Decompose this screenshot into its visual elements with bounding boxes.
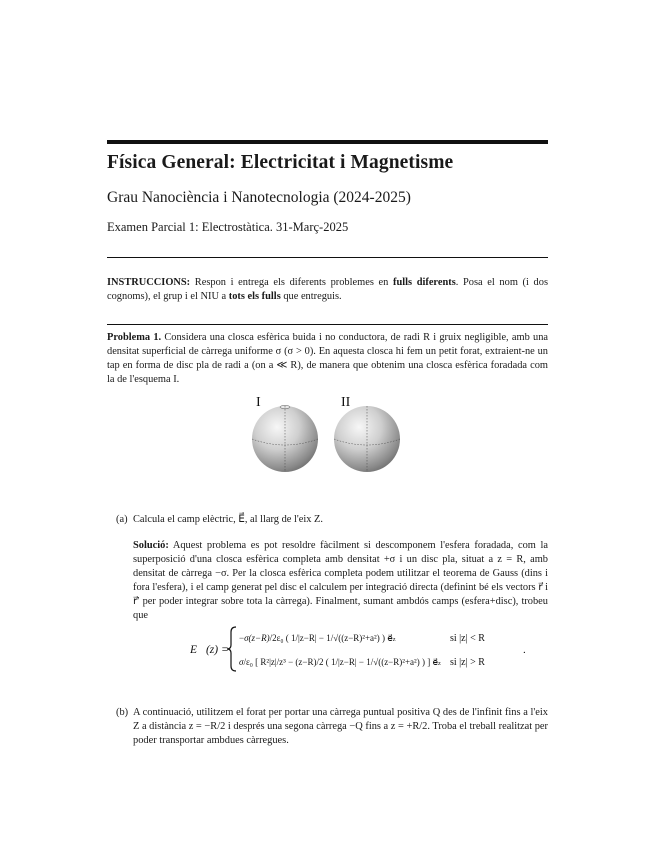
instructions-bold-1: fulls diferents [392,277,456,288]
part-b-question [116,706,548,748]
field-equation [190,624,530,674]
part-b-text: A continuació, utilitzem el forat per portar una càrrega puntual positiva Q des de l'infinit fins a l'eix Z a distància z = −R/2 i després una segona càrrega −Q fins a z = +R/2. Troba el treball realitzat per poder transportar ambdues càrregues. [133,707,548,746]
equation-case-1-cond: si |z| < R [450,633,485,644]
problem-rule [107,324,548,325]
part-a-question [116,513,323,525]
course-subtitle: Grau Nanociència i Nanotecnologia (2024-2025) [107,189,411,206]
instructions-text-1: Respon i entrega els diferents problemes en [190,277,393,288]
problem-label: Problema 1. [107,332,162,343]
part-a-text: Calcula el camp elèctric, E⃗, al llarg de l'eix Z. [133,514,323,525]
instructions-block [107,276,548,304]
equation-case-1: −σ(z−R)/2ε₀ ( 1/|z−R| − 1/√((z−R)²+a²) ) e⃗z [239,633,396,643]
equation-lhs: E⃗(z) = [190,644,229,656]
part-a-label: (a) [116,514,128,525]
equation-case-2-cond: si |z| > R [450,657,485,668]
page-title: Física General: Electricitat i Magnetisme [107,152,454,173]
exam-line: Examen Parcial 1: Electrostàtica. 31-Març-2025 [107,220,349,234]
instructions-text-3: que entreguis. [280,291,342,302]
part-a-solution [133,539,548,623]
figure-label-i: I [256,395,261,410]
header-rule [107,257,548,258]
equation-period: . [523,644,526,656]
instructions-label: INSTRUCCIONS: [107,277,191,288]
problem-text: Considera una closca esfèrica buida i no conductora, de radi R i gruix negligible, amb una densitat superficial de càrrega uniforme σ (σ > 0). En aquesta closca hi fem un petit forat, extraient-ne un tap en forma de disc pla de radi a (on a ≪ R), de manera que obtenim una closca esfèrica foradada com la de l'esquema I. [107,332,548,385]
solution-text: Aquest problema es pot resoldre fàcilment si descomponem l'esfera foradada, com la superposició d'una closca esfèrica completa amb densitat +σ i un disc pla, situat a z = R, amb densitat de càrrega −σ. Per la closca esfèrica completa podem utilitzar el teorema de Gauss (dins i fora l'esfera), i el camp generat pel disc el calculem per integració directa (definint bé els vectors r⃗ i r⃗′ per poder integrar sobre tota la càrrega). Finalment, sumant ambdós camps (esfera+disc), trobeu que [133,540,548,621]
equation-case-2: σ/ε₀ [ R²|z|/z³ − (z−R)/2 ( 1/|z−R| − 1/√((z−R)²+a²) ) ] e⃗z [239,657,441,667]
figure-label-ii: II [341,395,351,410]
problem-statement [107,331,548,387]
instructions-bold-2: tots els fulls [228,291,281,302]
equation-brace [227,627,236,671]
top-rule [107,140,548,144]
instructions-text-2: . Posa el nom (i dos cognoms), el grup i el NIU a [107,277,548,302]
part-b-label: (b) [116,707,129,718]
solution-label: Solució: [133,540,169,551]
spheres-figure [245,391,405,481]
